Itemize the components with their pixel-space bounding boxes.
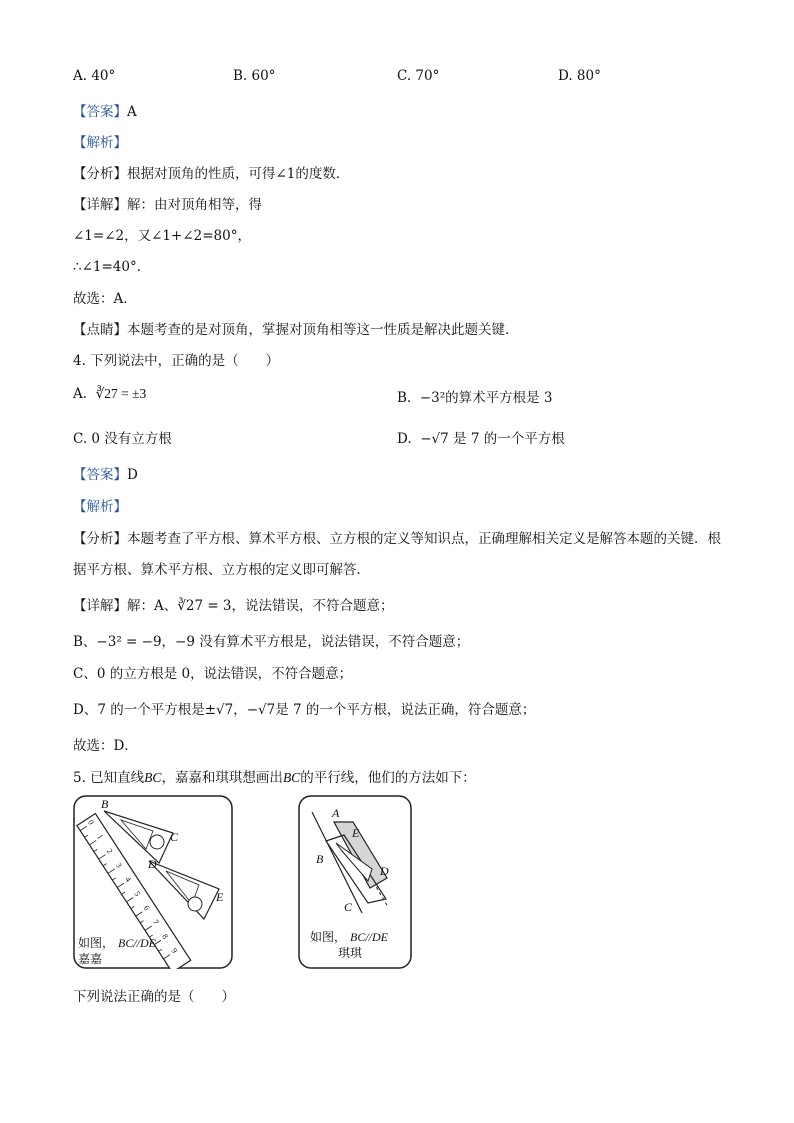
detail-d-math2: −√7 [246,702,276,718]
ruler-mark: 4 [123,875,133,884]
q4-option-b [397,386,553,406]
q4-option-b-label: B. [397,390,412,406]
q4-detail-a [73,594,394,614]
q5-stem-bc1: BC [144,770,162,785]
q4-answer: D [127,467,138,483]
ruler-mark: 9 [169,946,180,955]
q5-stem-pre: 5. 已知直线 [73,770,145,786]
q3-xiangjie-line [73,193,262,213]
q5-stem-bc2: BC [282,770,301,785]
q4-detail-d [73,698,535,718]
q3-dianjing: 本题考查的是对顶角，掌握对顶角相等这一性质是解决此题关键． [127,322,519,338]
ruler-mark: 0 [86,818,96,827]
q4-option-b-text: 的算术平方根是 3 [445,390,553,406]
figure-jiajia [73,795,233,969]
q4-option-d-text: 是 7 的一个平方根 [453,431,565,447]
ruler-mark: 7 [150,918,161,927]
q3-fenxi: 根据对顶角的性质，可得∠1的度数． [127,166,350,182]
ruler-mark: 1 [95,832,106,841]
q4-fenxi-1: 本题考查了平方根、算术平方根、立方根的定义等知识点，正确理解相关定义是解答本题的关键．根 [127,531,721,547]
point-label-d: D [148,857,157,871]
q3-dianjing-line [73,318,519,338]
point-label-e: E [216,890,224,904]
q4-option-b-math: −3² [419,390,446,406]
detail-d-mid: ， [233,702,247,718]
figure-caption [78,936,157,950]
q3-analysis-tag: 【解析】 [73,135,127,151]
ruler-mark: 8 [160,932,170,941]
detail-a-post: ，说法错误，不符合题意； [231,598,394,614]
q4-option-c: C. 0 没有立方根 [73,431,172,447]
figure-caption-text: 如图， [310,930,347,944]
q3-answer-line [73,100,137,120]
ruler-mark: 2 [104,846,115,856]
ruler-mark: 3 [113,861,124,870]
detail-b-pre: B、 [73,634,97,650]
point-label-c: C [170,830,179,844]
dianjing-tag: 【点睛】 [73,322,127,338]
q4-option-a-label: A. [73,386,88,402]
q4-option-d-label: D. [397,431,412,447]
q3-option-d: D. 80° [558,68,601,84]
xiangjie-tag: 【详解】 [73,598,127,614]
q3-option-b: B. 60° [233,68,276,84]
q5-stem [73,766,476,786]
point-label-e: E [352,826,360,840]
figure-qiqi [298,795,412,969]
q3-step2: ∴∠1=40°． [73,259,151,275]
point-label-d: D [380,864,389,878]
detail-d-pre: D、7 的一个平方根是 [73,702,205,718]
q5-question: 下列说法正确的是（ ） [73,989,235,1005]
detail-b-post: ，−9 没有算术平方根是，说法错误，不符合题意； [161,634,470,650]
q3-option-c: C. 70° [397,68,440,84]
q4-stem: 4. 下列说法中，正确的是（ ） [73,353,280,369]
detail-d-math1: ±√7 [204,702,234,718]
q5-stem-mid: ，嘉嘉和琪琪想画出 [161,770,283,786]
q5-stem-post: 的平行线，他们的方法如下： [300,770,476,786]
xiangjie-tag: 【详解】 [73,197,127,213]
figure-caption-math: BC//DE [350,930,389,944]
q4-fenxi-line2: 据平方根、算术平方根、立方根的定义即可解答． [73,562,370,578]
q3-option-a: A. 40° [73,68,116,84]
ruler-mark: 6 [141,903,152,913]
figure-caption [310,930,389,944]
q3-fenxi-line [73,162,349,182]
set-square-2-hole [188,897,202,911]
figure-caption-math: BC//DE [118,936,157,950]
point-label-a: A [332,806,340,820]
q3-answer: A [127,104,137,120]
fenxi-tag: 【分析】 [73,531,127,547]
point-label-c: C [344,900,353,914]
ruler-mark: 5 [132,889,143,898]
figure-caption-text: 如图， [78,936,115,950]
figure-person-name: 嘉嘉 [78,952,103,966]
fenxi-tag: 【分析】 [73,166,127,182]
q3-step1: ∠1=∠2，又∠1+∠2=80°， [73,228,251,244]
detail-d-post: 是 7 的一个平方根，说法正确，符合题意； [275,702,536,718]
detail-a-pre: 解：A、 [127,598,178,614]
set-square-1-hole [150,835,164,849]
q4-option-a [73,386,146,402]
figure-person-name: 琪琪 [338,946,363,960]
q4-analysis-tag: 【解析】 [73,499,127,515]
q4-option-d-math: −√7 [420,431,449,447]
detail-b-math: −3² = −9 [96,634,162,650]
detail-a-math: ∛27 = 3 [177,598,232,614]
answer-tag: 【答案】 [73,467,127,483]
q4-answer-line [73,463,138,483]
point-label-b: B [316,852,324,866]
point-label-b: B [101,797,109,811]
q4-fenxi-line1 [73,527,721,547]
q3-xiangjie: 解：由对顶角相等，得 [127,197,262,213]
q3-choose: 故选：A． [73,291,137,307]
q4-option-d [397,427,565,447]
q4-option-a-math: ∛27 = ±3 [95,386,147,401]
q4-choose: 故选：D． [73,738,138,754]
q4-detail-b [73,630,469,650]
answer-tag: 【答案】 [73,104,127,120]
q4-detail-c: C、0 的立方根是 0，说法错误，不符合题意； [73,666,353,682]
